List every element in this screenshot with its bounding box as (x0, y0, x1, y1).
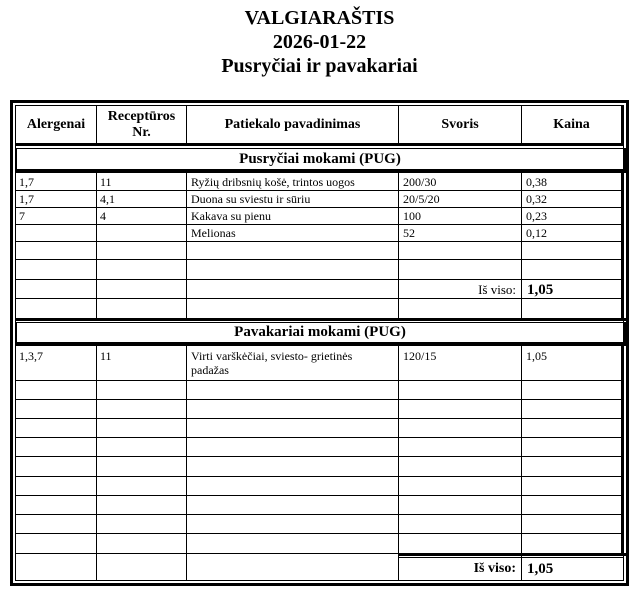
snack-total-label: Iš viso: (473, 562, 516, 576)
column-header-weight: Svoris (441, 116, 479, 132)
document-header (0, 6, 639, 78)
row-divider (16, 514, 624, 515)
column-divider (621, 173, 624, 318)
column-divider (398, 346, 399, 581)
cell-weight: 52 (403, 226, 415, 240)
column-divider (186, 346, 187, 581)
row-divider (16, 224, 624, 225)
cell-dish-name: Ryžių dribsnių košė, trintos uogos (191, 175, 355, 189)
cell-weight: 20/5/20 (403, 192, 440, 206)
section-title-snack: Pavakariai mokami (PUG) (234, 324, 406, 340)
cell-recipe: 4 (100, 209, 106, 223)
row-divider (16, 298, 624, 299)
cell-dish-name-line2: padažas (191, 363, 229, 377)
row-divider (16, 553, 398, 554)
column-divider (186, 173, 187, 318)
column-divider (521, 173, 522, 318)
row-divider (16, 437, 624, 438)
row-divider (16, 207, 624, 208)
row-divider (16, 533, 624, 534)
row-divider (16, 241, 624, 242)
cell-recipe: 4,1 (100, 192, 115, 206)
column-header-dish-name: Patiekalo pavadinimas (224, 116, 361, 132)
document-title: VALGIARAŠTIS (244, 7, 395, 29)
document-date: 2026-01-22 (272, 31, 367, 53)
cell-price: 0,12 (526, 226, 547, 240)
cell-price: 1,05 (526, 349, 547, 363)
cell-dish-name-line1: Virti varškėčiai, sviesto- grietinės (191, 349, 353, 363)
divider (621, 105, 624, 143)
header-bottom-border (16, 143, 624, 146)
cell-recipe: 11 (100, 349, 112, 363)
row-divider (16, 259, 624, 260)
cell-weight: 200/30 (403, 175, 437, 189)
cell-allergens: 7 (19, 209, 25, 223)
breakfast-total-label: Iš viso: (478, 283, 516, 297)
column-divider (621, 346, 624, 553)
column-header-recipe-line2: Nr. (132, 124, 151, 140)
snack-total-value: 1,05 (527, 561, 554, 577)
section-divider (16, 343, 627, 346)
cell-recipe: 11 (100, 175, 112, 189)
cell-weight: 120/15 (403, 349, 437, 363)
row-divider (16, 418, 624, 419)
row-divider (16, 495, 624, 496)
column-divider (521, 346, 522, 581)
cell-allergens: 1,7 (19, 175, 34, 189)
row-divider (16, 399, 624, 400)
column-header-price: Kaina (553, 116, 590, 132)
row-divider (16, 476, 624, 477)
column-header-recipe (97, 106, 186, 143)
cell-weight: 100 (403, 209, 421, 223)
cell-dish-name: Duona su sviestu ir sūriu (191, 192, 311, 206)
document-subtitle: Pusryčiai ir pavakariai (221, 55, 418, 77)
total-box-top (398, 553, 627, 556)
column-divider (96, 346, 97, 581)
cell-price: 0,23 (526, 209, 547, 223)
cell-allergens: 1,7 (19, 192, 34, 206)
row-divider (16, 456, 624, 457)
section-divider (16, 318, 627, 321)
row-divider (16, 380, 624, 381)
cell-price: 0,38 (526, 175, 547, 189)
cell-allergens: 1,3,7 (19, 349, 43, 363)
cell-dish-name: Kakava su pienu (191, 209, 271, 223)
column-divider (96, 173, 97, 318)
column-header-recipe-line1: Receptūros (107, 108, 176, 124)
column-header-allergens: Alergenai (26, 116, 86, 132)
section-divider (16, 170, 627, 173)
section-title-breakfast: Pusryčiai mokami (PUG) (239, 151, 401, 167)
breakfast-total-value: 1,05 (527, 282, 554, 298)
cell-price: 0,32 (526, 192, 547, 206)
row-divider (16, 279, 624, 280)
row-divider (16, 190, 624, 191)
cell-dish-name: Melionas (191, 226, 236, 240)
